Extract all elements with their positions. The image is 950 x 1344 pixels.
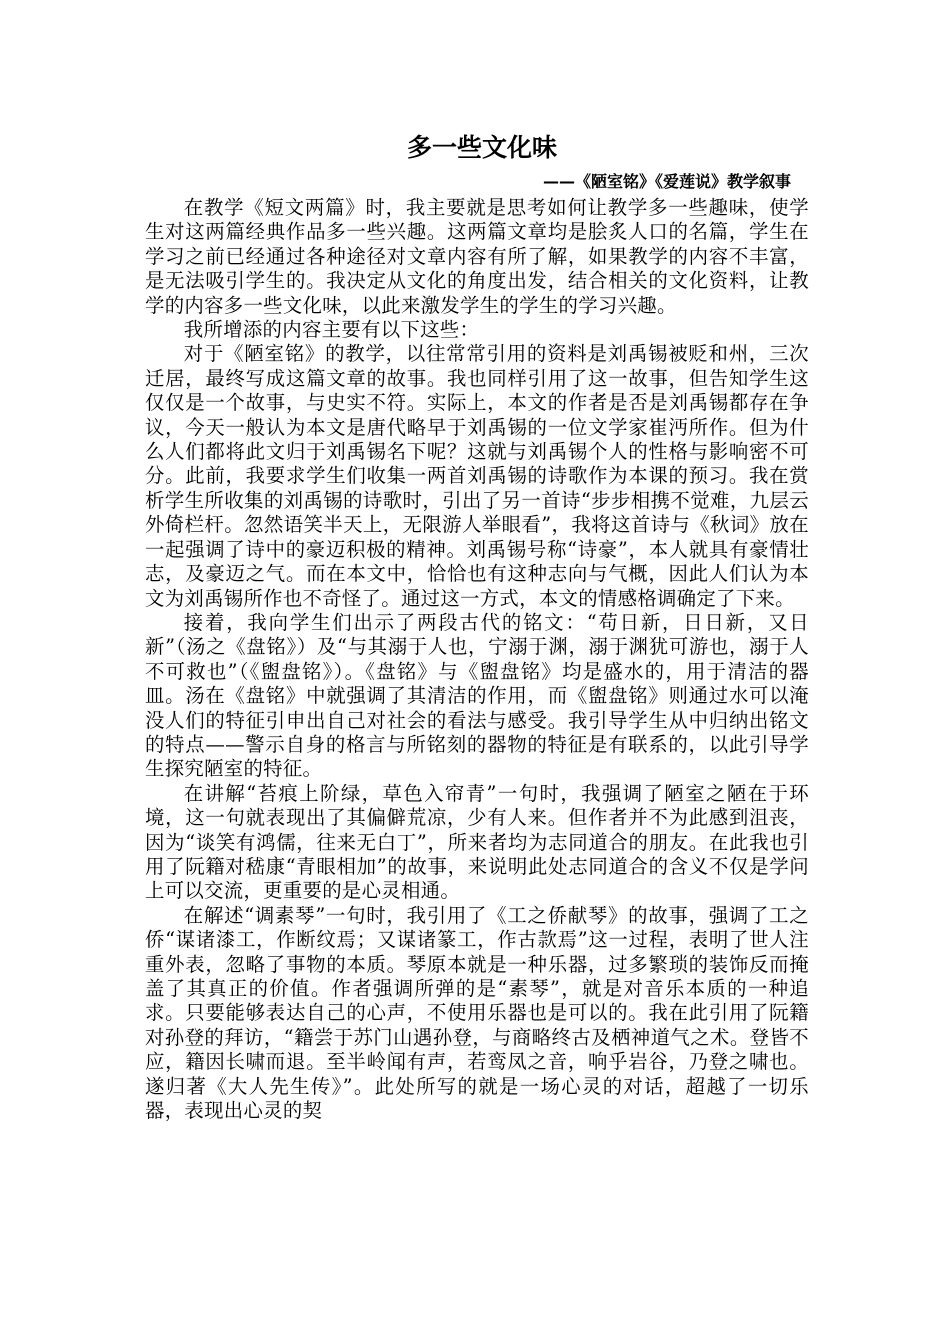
paragraph: 在解述“调素琴”一句时，我引用了《工之侨献琴》的故事，强调了工之侨“谋诸漆工，作断纹焉；又谋诸篆工，作古款焉”这一过程，表明了世人注重外表，忽略了事物的本质。琴原本就是一种乐器，过多繁琐的装饰反而掩盖了其真正的价值。作者强调所弹的是“素琴”，就是对音乐本质的一种追求。只要能够表达自己的心声，不使用乐器也是可以的。我在此引用了阮籍对孙登的拜访，“籍尝于苏门山遇孙登，与商略终古及栖神道气之术。登皆不应，籍因长啸而退。至半岭闻有声，若鸾凤之音，响乎岩谷，乃登之啸也。遂归著《大人先生传》”。此处所写的就是一场心灵的对话，超越了一切乐器，表现出心灵的契 xyxy=(145,903,809,1123)
document-subtitle: ——《陋室铭》《爱莲说》教学叙事 xyxy=(542,172,791,191)
document-body xyxy=(145,196,809,1123)
document-title: 多一些文化味 xyxy=(406,133,557,162)
paragraph: 对于《陋室铭》的教学，以往常常引用的资料是刘禹锡被贬和州，三次迁居，最终写成这篇文章的故事。我也同样引用了这一故事，但告知学生这仅仅是一个故事，与史实不符。实际上，本文的作者是否是刘禹锡都存在争议，今天一般认为本文是唐代略早于刘禹锡的一位文学家崔沔所作。但为什么人们都将此文归于刘禹锡名下呢？这就与刘禹锡个人的性格与影响密不可分。此前，我要求学生们收集一两首刘禹锡的诗歌作为本课的预习。我在赏析学生所收集的刘禹锡的诗歌时，引出了另一首诗“步步相携不觉难，九层云外倚栏杆。忽然语笑半天上，无限游人举眼看”，我将这首诗与《秋词》放在一起强调了诗中的豪迈积极的精神。刘禹锡号称“诗豪”，本人就具有豪情壮志，及豪迈之气。而在本文中，恰恰也有这种志向与气概，因此人们认为本文为刘禹锡所作也不奇怪了。通过这一方式，本文的情感格调确定了下来。 xyxy=(145,342,809,610)
paragraph: 在讲解“苔痕上阶绿，草色入帘青”一句时，我强调了陋室之陋在于环境，这一句就表现出了其偏僻荒凉，少有人来。但作者并不为此感到沮丧，因为“谈笑有鸿儒，往来无白丁”，所来者均为志同道合的朋友。在此我也引用了阮籍对嵇康“青眼相加”的故事，来说明此处志同道合的含义不仅是学问上可以交流，更重要的是心灵相通。 xyxy=(145,781,809,903)
paragraph: 在教学《短文两篇》时，我主要就是思考如何让教学多一些趣味，使学生对这两篇经典作品多一些兴趣。这两篇文章均是脍炙人口的名篇，学生在学习之前已经通过各种途径对文章内容有所了解，如果教学的内容不丰富，是无法吸引学生的。我决定从文化的角度出发，结合相关的文化资料，让教学的内容多一些文化味，以此来激发学生的学生的学习兴趣。 xyxy=(145,196,809,317)
document-page xyxy=(145,130,809,1123)
paragraph: 我所增添的内容主要有以下这些： xyxy=(183,318,480,342)
paragraph: 接着，我向学生们出示了两段古代的铭文：“苟日新，日日新，又日新”（汤之《盘铭》）及“与其溺于人也，宁溺于渊，溺于渊犹可游也，溺于人不可救也”（《盥盘铭》）。《盘铭》与《盥盘铭》均是盛水的，用于清洁的器皿。汤在《盘铭》中就强调了其清洁的作用，而《盥盘铭》则通过水可以淹没人们的特征引申出自己对社会的看法与感受。我引导学生从中归纳出铭文的特点——警示自身的格言与所铭刻的器物的特征是有联系的，以此引导学生探究陋室的特征。 xyxy=(145,610,809,781)
